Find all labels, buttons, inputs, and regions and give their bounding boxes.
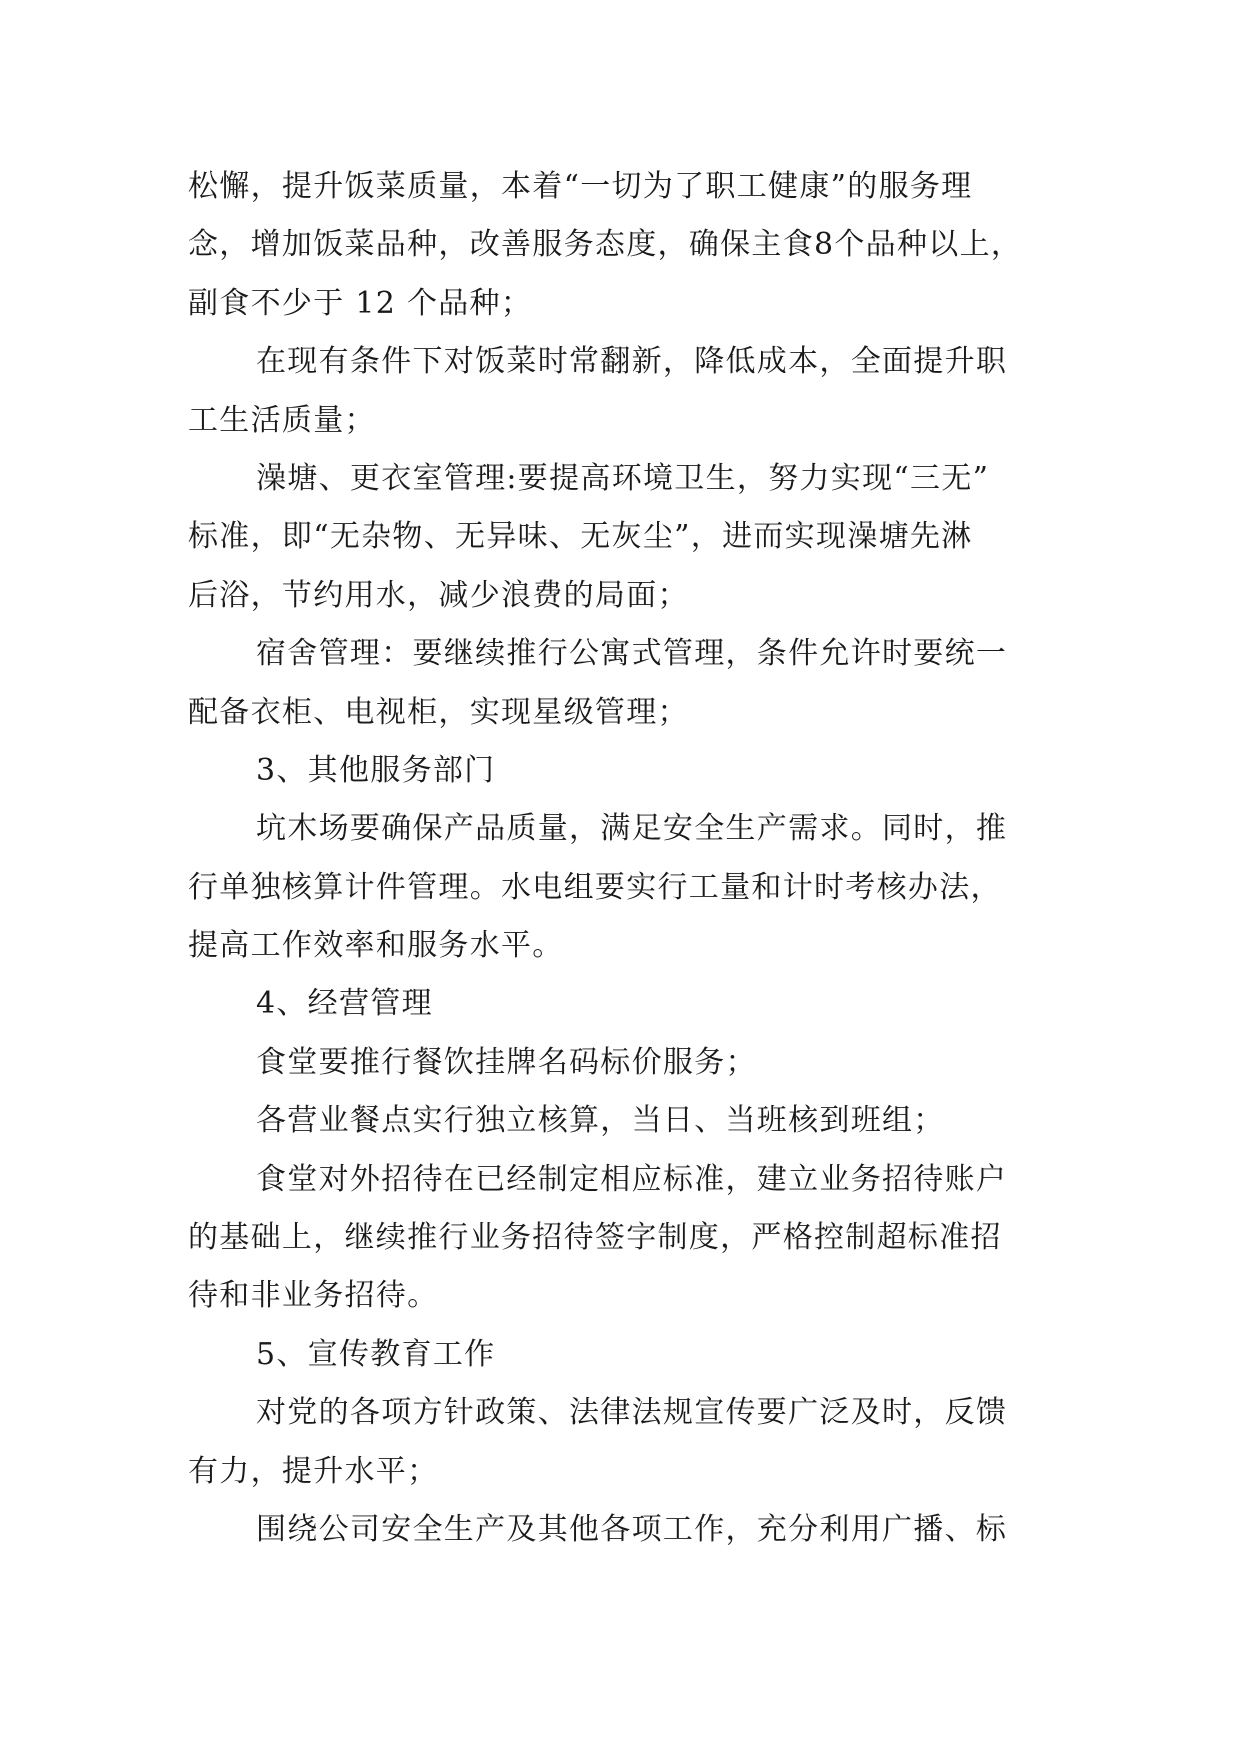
text-line: 澡塘、更衣室管理:要提高环境卫生，努力实现“三无” [256,460,990,496]
text-line: 各营业餐点实行独立核算，当日、当班核到班组； [256,1103,945,1139]
text-line: 宿舍管理：要继续推行公寓式管理，条件允许时要统一 [256,636,1008,672]
text-line: 念，增加饭菜品种，改善服务态度，确保主食8个品种以上， [188,227,1023,263]
text-line: 工生活质量； [188,402,376,438]
text-line: 的基础上，继续推行业务招待签字制度，严格控制超标准招 [188,1220,1002,1256]
document-body [188,158,1058,1559]
text-line: 后浴，节约用水，减少浪费的局面； [188,577,689,613]
text-line: 对党的各项方针政策、法律法规宣传要广泛及时，反馈 [256,1395,1008,1431]
text-line: 标准，即“无杂物、无异味、无灰尘”，进而实现澡塘先淋 [188,519,973,555]
text-line: 行单独核算计件管理。水电组要实行工量和计时考核办法， [188,869,1002,905]
text-line: 有力，提升水平； [188,1453,439,1489]
section-heading: 4、经营管理 [256,986,433,1022]
text-line: 待和非业务招待。 [188,1278,439,1314]
text-line: 食堂要推行餐饮挂牌名码标价服务； [256,1044,757,1080]
text-line: 提高工作效率和服务水平。 [188,928,564,964]
text-line: 副食不少于 12 个品种； [188,285,533,321]
text-line: 松懈，提升饭菜质量，本着“一切为了职工健康”的服务理 [188,169,973,204]
text-line: 围绕公司安全生产及其他各项工作，充分利用广播、标 [256,1511,1008,1547]
section-heading: 3、其他服务部门 [256,752,496,788]
text-line: 食堂对外招待在已经制定相应标准，建立业务招待账户 [256,1161,1008,1197]
text-line: 配备衣柜、电视柜，实现星级管理； [188,694,689,730]
text-line: 坑木场要确保产品质量，满足安全生产需求。同时，推 [256,811,1008,847]
section-heading: 5、宣传教育工作 [256,1336,496,1372]
text-line: 在现有条件下对饭菜时常翻新，降低成本，全面提升职 [256,344,1008,380]
